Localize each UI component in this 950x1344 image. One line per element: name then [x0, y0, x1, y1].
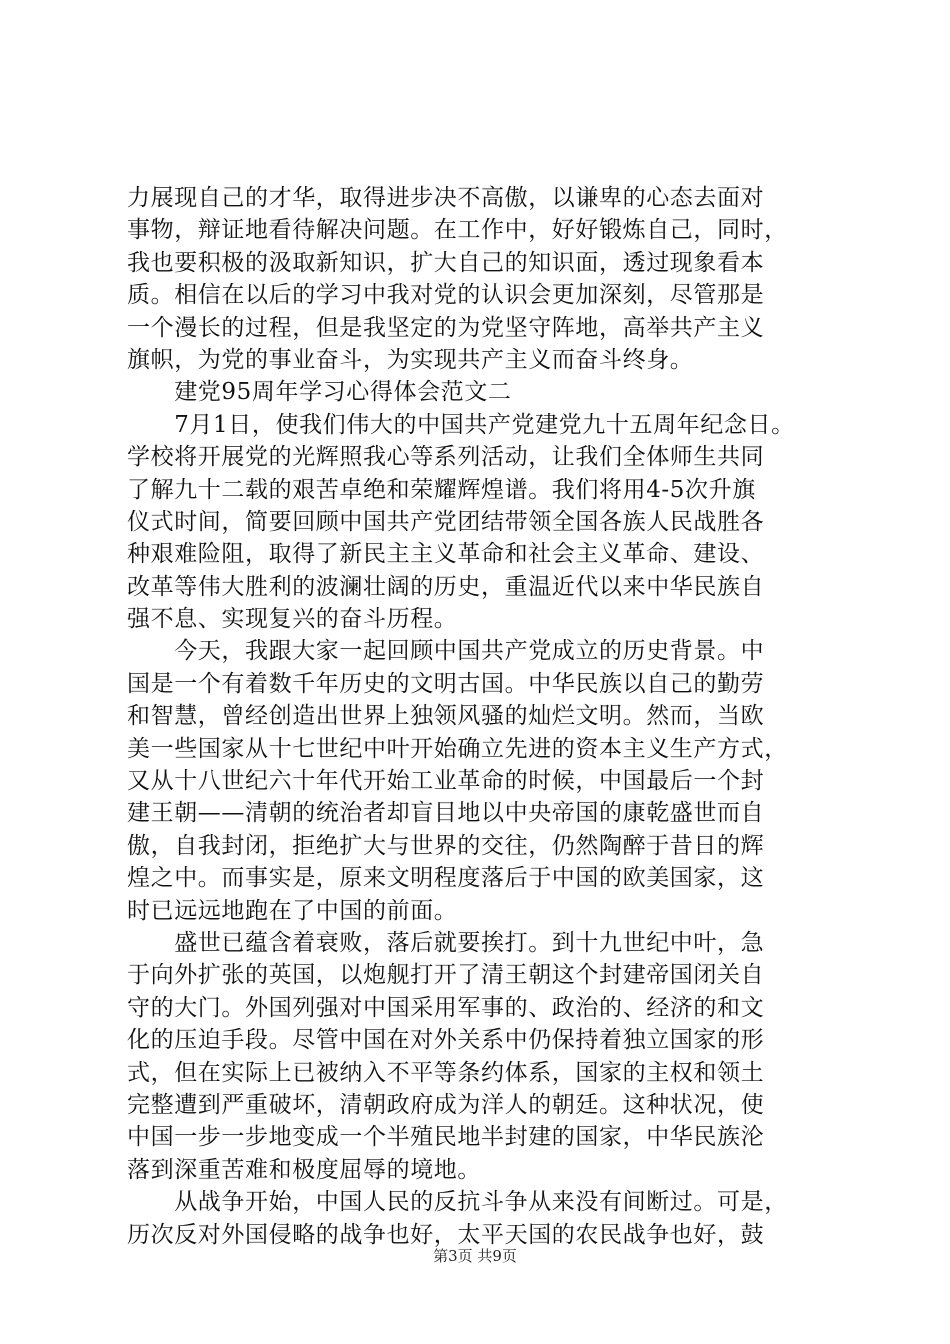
text-line: 守的大门。外国列强对中国采用军事的、政治的、经济的和文 [127, 994, 765, 1021]
text-line: 历次反对外国侵略的战争也好，太平天国的农民战争也好，鼓 [127, 1221, 765, 1248]
text-line: 又从十八世纪六十年代开始工业革命的时候，中国最后一个封 [127, 768, 765, 795]
text-line: 化的压迫手段。尽管中国在对外关系中仍保持着独立国家的形 [127, 1027, 765, 1054]
text-line: 改革等伟大胜利的波澜壮阔的历史，重温近代以来中华民族自 [127, 573, 765, 600]
text-line: 落到深重苦难和极度屈辱的境地。 [127, 1156, 481, 1183]
text-line: 傲，自我封闭，拒绝扩大与世界的交往，仍然陶醉于昔日的辉 [127, 832, 765, 859]
text-line: 盛世已蕴含着衰败，落后就要挨打。到十九世纪中叶，急 [127, 929, 765, 956]
text-line: 国是一个有着数千年历史的文明古国。中华民族以自己的勤劳 [127, 670, 765, 697]
text-line: 质。相信在以后的学习中我对党的认识会更加深刻，尽管那是 [127, 282, 765, 309]
text-line: 于向外扩张的英国，以炮舰打开了清王朝这个封建帝国闭关自 [127, 962, 765, 989]
text-line: 仪式时间，简要回顾中国共产党团结带领全国各族人民战胜各 [127, 508, 765, 535]
text-line: 煌之中。而事实是，原来文明程度落后于中国的欧美国家，这 [127, 865, 765, 892]
body-text [127, 182, 831, 1251]
text-line: 中国一步一步地变成一个半殖民地半封建的国家，中华民族沦 [127, 1124, 765, 1151]
text-line: 事物，辩证地看待解决问题。在工作中，好好锻炼自己，同时， [127, 217, 788, 244]
text-line: 美一些国家从十七世纪中叶开始确立先进的资本主义生产方式， [127, 735, 788, 762]
text-line: 一个漫长的过程，但是我坚定的为党坚守阵地，高举共产主义 [127, 314, 765, 341]
text-line: 今天，我跟大家一起回顾中国共产党成立的历史背景。中 [127, 638, 765, 665]
text-line: 完整遭到严重破坏，清朝政府成为洋人的朝廷。这种状况，使 [127, 1091, 765, 1118]
text-line: 和智慧，曾经创造出世界上独领风骚的灿烂文明。然而，当欧 [127, 703, 765, 730]
text-line: 旗帜，为党的事业奋斗，为实现共产主义而奋斗终身。 [127, 346, 694, 373]
text-line: 种艰难险阻，取得了新民主主义革命和社会主义革命、建设、 [127, 541, 765, 568]
text-line: 时已远远地跑在了中国的前面。 [127, 897, 458, 924]
text-line: 从战争开始，中国人民的反抗斗争从来没有间断过。可是， [127, 1189, 788, 1216]
text-line: 了解九十二载的艰苦卓绝和荣耀辉煌谱。我们将用4-5次升旗 [127, 476, 756, 503]
section-heading: 建党95周年学习心得体会范文二 [127, 379, 512, 406]
text-line: 我也要积极的汲取新知识，扩大自己的知识面，透过现象看本 [127, 249, 765, 276]
text-line: 力展现自己的才华，取得进步决不高傲，以谦卑的心态去面对 [127, 185, 765, 211]
page-footer: 第3页 共9页 [433, 1247, 517, 1265]
text-line: 强不息、实现复兴的奋斗历程。 [127, 606, 458, 633]
text-line: 7月1日，使我们伟大的中国共产党建党九十五周年纪念日。 [127, 411, 795, 438]
text-line: 学校将开展党的光辉照我心等系列活动，让我们全体师生共同 [127, 444, 765, 471]
text-line: 建王朝——清朝的统治者却盲目地以中央帝国的康乾盛世而自 [127, 800, 765, 827]
text-line: 式，但在实际上已被纳入不平等条约体系，国家的主权和领土 [127, 1059, 765, 1086]
